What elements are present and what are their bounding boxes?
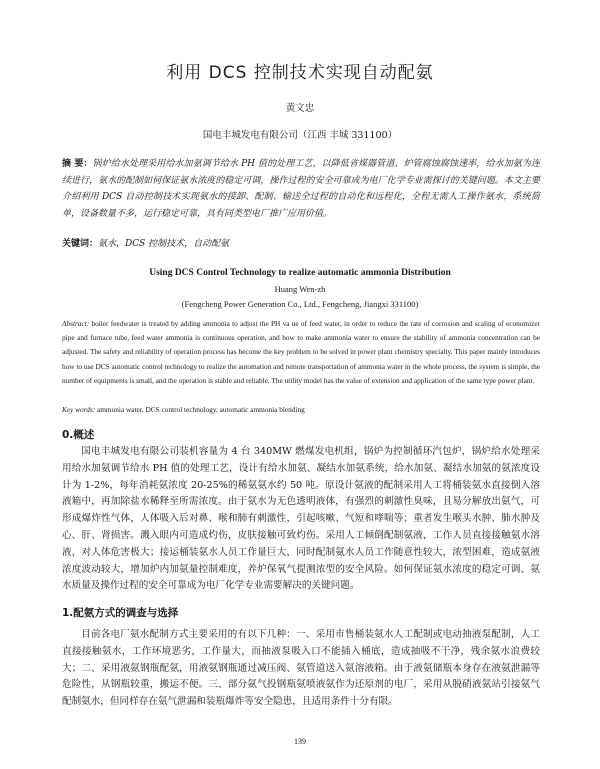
author: 黄文忠 — [285, 103, 315, 114]
section-methods-paragraph: 目前各电厂氨水配制方式主要采用的有以下几种：一、采用市售桶装氨水人工配制或电动抽液泵配制，人工直接接触氨水，工作环境恶劣，工作量大，而抽液泵吸入口不能插入桶底，造成抽吸不干净，残余氨水浪费较大；二、采用液氨钢瓶配氨，用液氨钢瓶通过减压阀、氨管道送入氨溶液箱。由于液氨储瓶本身存在液氨泄漏等危险性，从钢瓶较重，搬运不便。三、部分氨气投钢瓶氨喷液氨作为还原剂的电厂，采用从脱硝液氨站引接氨气配制氨水，但同样存在氨气泄漏和装瓶爆炸等安全隐患，且适用条件十分有限。 — [62, 629, 540, 708]
abstract-en-text: boiler feedwater is treated by adding ammonia to adjust the PH va ue of feed water, in order to reduce the rate of corrosion and scaling of economizer pipe and furnace tube, feed water ammonia is continuous operation, and how to make ammonia water to ensure the stability of ammonia concentration can be adjusted. The safety and reliability of operation process has become the key problem to be solved in power plant chemistry specialty. This paper mainly introduces how to use DCS automatic control technology to realize the automation and remote transportation of ammonia water in the whole process, the system is simple, the number of equipments is small, and the operation is stable and reliable. The utility model has the value of extension and application of the same type power plant. — [62, 319, 541, 385]
keywords-cn-label: 关键词： — [62, 239, 99, 249]
keywords-en-text: ammonia water, DCS control technology, automatic ammonia blending — [97, 405, 305, 414]
page-number: 139 — [294, 737, 306, 746]
keywords-cn-text: 氨水，DCS 控制技术，自动配氨 — [98, 239, 230, 249]
english-title: Using DCS Control Technology to realize automatic ammonia Distribution — [149, 268, 451, 278]
english-affiliation: (Fengcheng Power Generation Co., Ltd., Fengcheng, Jiangxi 331100) — [181, 299, 419, 309]
abstract-cn — [62, 156, 540, 222]
abstract-cn-label: 摘 要： — [62, 159, 93, 169]
keywords-cn — [62, 236, 540, 252]
english-author: Huang Wen-zh — [274, 284, 326, 294]
keywords-en — [62, 403, 540, 417]
abstract-cn-text: 锅炉给水处理采用给水加氨调节给水 PH 值的处理工艺，以降低省煤器管道、炉管腐蚀腐蚀速率，给水加氨为连续进行，氨水的配制如何保证氨水浓度的稳定可调，操作过程的安全可靠成为电厂化学专业需探讨的关键问题。本文主要介绍利用 DCS 自动控制技术实现氨水的接卸、配制、输送全过程的自动化和远程化，全程无需人工操作氨水，系统简单，设备数量不多，运行稳定可靠，具有同类型电厂推广应用价值。 — [62, 159, 540, 219]
keywords-en-label: Key words: — [62, 405, 96, 414]
paper-title: 利用 DCS 控制技术实现自动配氨 — [166, 63, 434, 83]
section-heading-overview: 0.概述 — [62, 429, 95, 441]
section-heading-methods: 1.配氨方式的调查与选择 — [62, 607, 179, 619]
affiliation: 国电丰城发电有限公司（江西 丰城 331100） — [202, 130, 398, 141]
abstract-en — [62, 317, 540, 388]
abstract-en-label: Abstract: — [62, 319, 90, 328]
section-overview-paragraph: 国电丰城发电有限公司装机容量为 4 台 340MW 燃煤发电机组，锅炉为控制循环汽包炉，锅炉给水处理采用给水加氨调节给水 PH 值的处理工艺，设计有给水加氨、凝结水加氨系统，给水加氨、凝结水加氨的氨浓度设计为 1-2%，每年消耗氨浓度 20-25%的稀氨氨水约 50 吨。原设计氨液的配制采用人工将桶装氨水直接倒入溶液箱中，再加除盐水稀释至所需浓度。由于氨水为无色透明液体，有强烈的刺激性臭味，且易分解放出氨气，可形成爆炸性气体，人体吸入后对鼻、喉和肺有刺激性，引起咳嗽、气短和哮喘等；重者发生喉头水肿、肺水肿及心、肝、肾损害。溅入眼内可造成灼伤，皮肤接触可致灼伤。采用人工倾倒配制氨液，工作人员直接接触氨水溶液，对人体危害极大；接运桶装氨水人员工作量巨大，同时配制氨水人员工作随意性较大，浓型困难，造成氨液浓度波动较大，增加炉内加氨量控制难度，养炉保氧气提测浓型的安全风险。如何保证氨水浓度的稳定可调、氨水质量及操作过程的安全可靠成为电厂化学专业需要解决的关键问题。 — [62, 446, 540, 592]
